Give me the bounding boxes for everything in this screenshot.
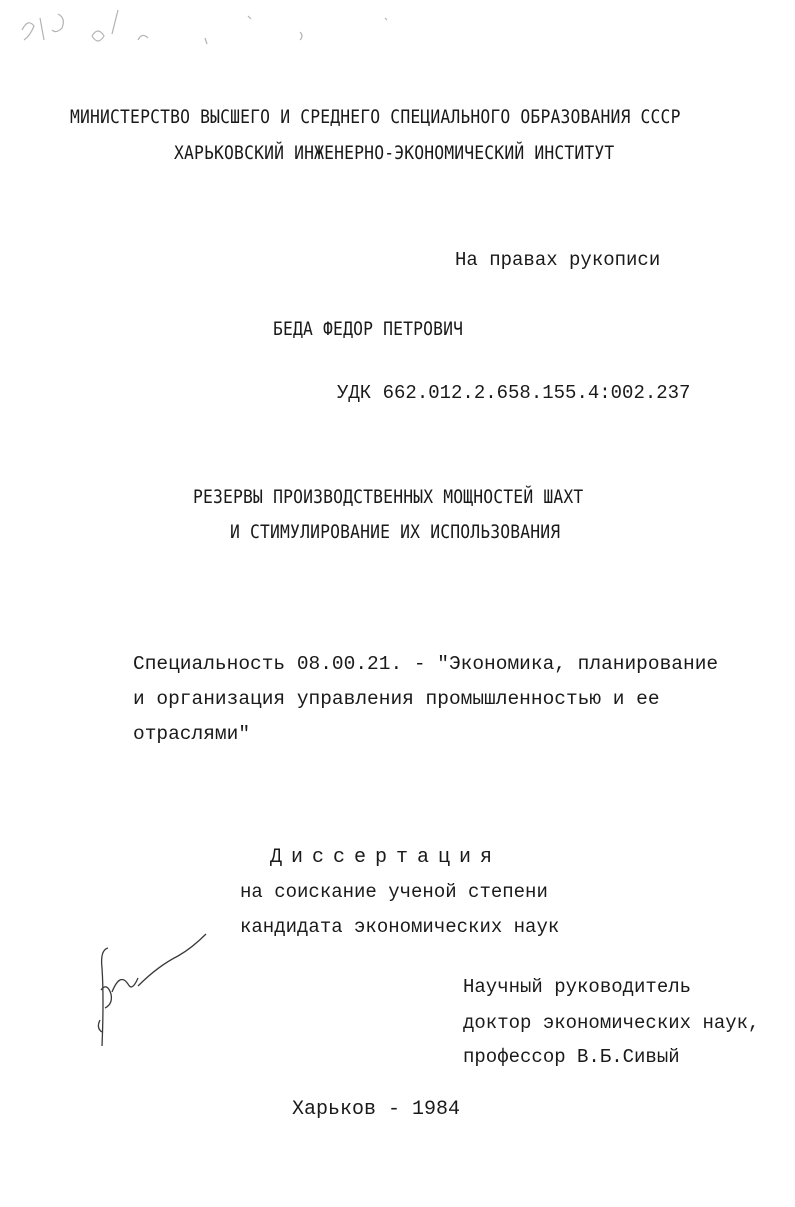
supervisor-degree: доктор экономических наук, <box>463 1012 760 1034</box>
specialty-line-2: и организация управления промышленностью и ее <box>133 688 660 710</box>
specialty-line-3: отраслями" <box>133 723 251 745</box>
dissertation-degree-line-2: кандидата экономических наук <box>240 916 560 938</box>
supervisor-name: профессор В.Б.Сивый <box>463 1046 680 1068</box>
specialty-line-1: Специальность 08.00.21. - "Экономика, планирование <box>133 653 719 675</box>
institute-heading: ХАРЬКОВСКИЙ ИНЖЕНЕРНО-ЭКОНОМИЧЕСКИЙ ИНСТИТУТ <box>174 142 615 164</box>
udc-code: УДК 662.012.2.658.155.4:002.237 <box>337 382 691 404</box>
author-name: БЕДА ФЕДОР ПЕТРОВИЧ <box>273 318 464 340</box>
manuscript-note: На правах рукописи <box>455 249 661 271</box>
ministry-heading: МИНИСТЕРСТВО ВЫСШЕГО И СРЕДНЕГО СПЕЦИАЛЬНОГО ОБРАЗОВАНИЯ СССР <box>70 106 681 128</box>
signature-strokes <box>98 934 206 1046</box>
top-margin-marks <box>22 10 387 44</box>
place-and-year: Харьков - 1984 <box>292 1098 461 1121</box>
thesis-title-line-1: РЕЗЕРВЫ ПРОИЗВОДСТВЕННЫХ МОЩНОСТЕЙ ШАХТ <box>193 486 584 508</box>
thesis-title-line-2: И СТИМУЛИРОВАНИЕ ИХ ИСПОЛЬЗОВАНИЯ <box>230 521 561 543</box>
supervisor-role: Научный руководитель <box>463 976 692 998</box>
dissertation-heading: Диссертация <box>270 846 502 869</box>
dissertation-degree-line-1: на соискание ученой степени <box>240 881 548 903</box>
